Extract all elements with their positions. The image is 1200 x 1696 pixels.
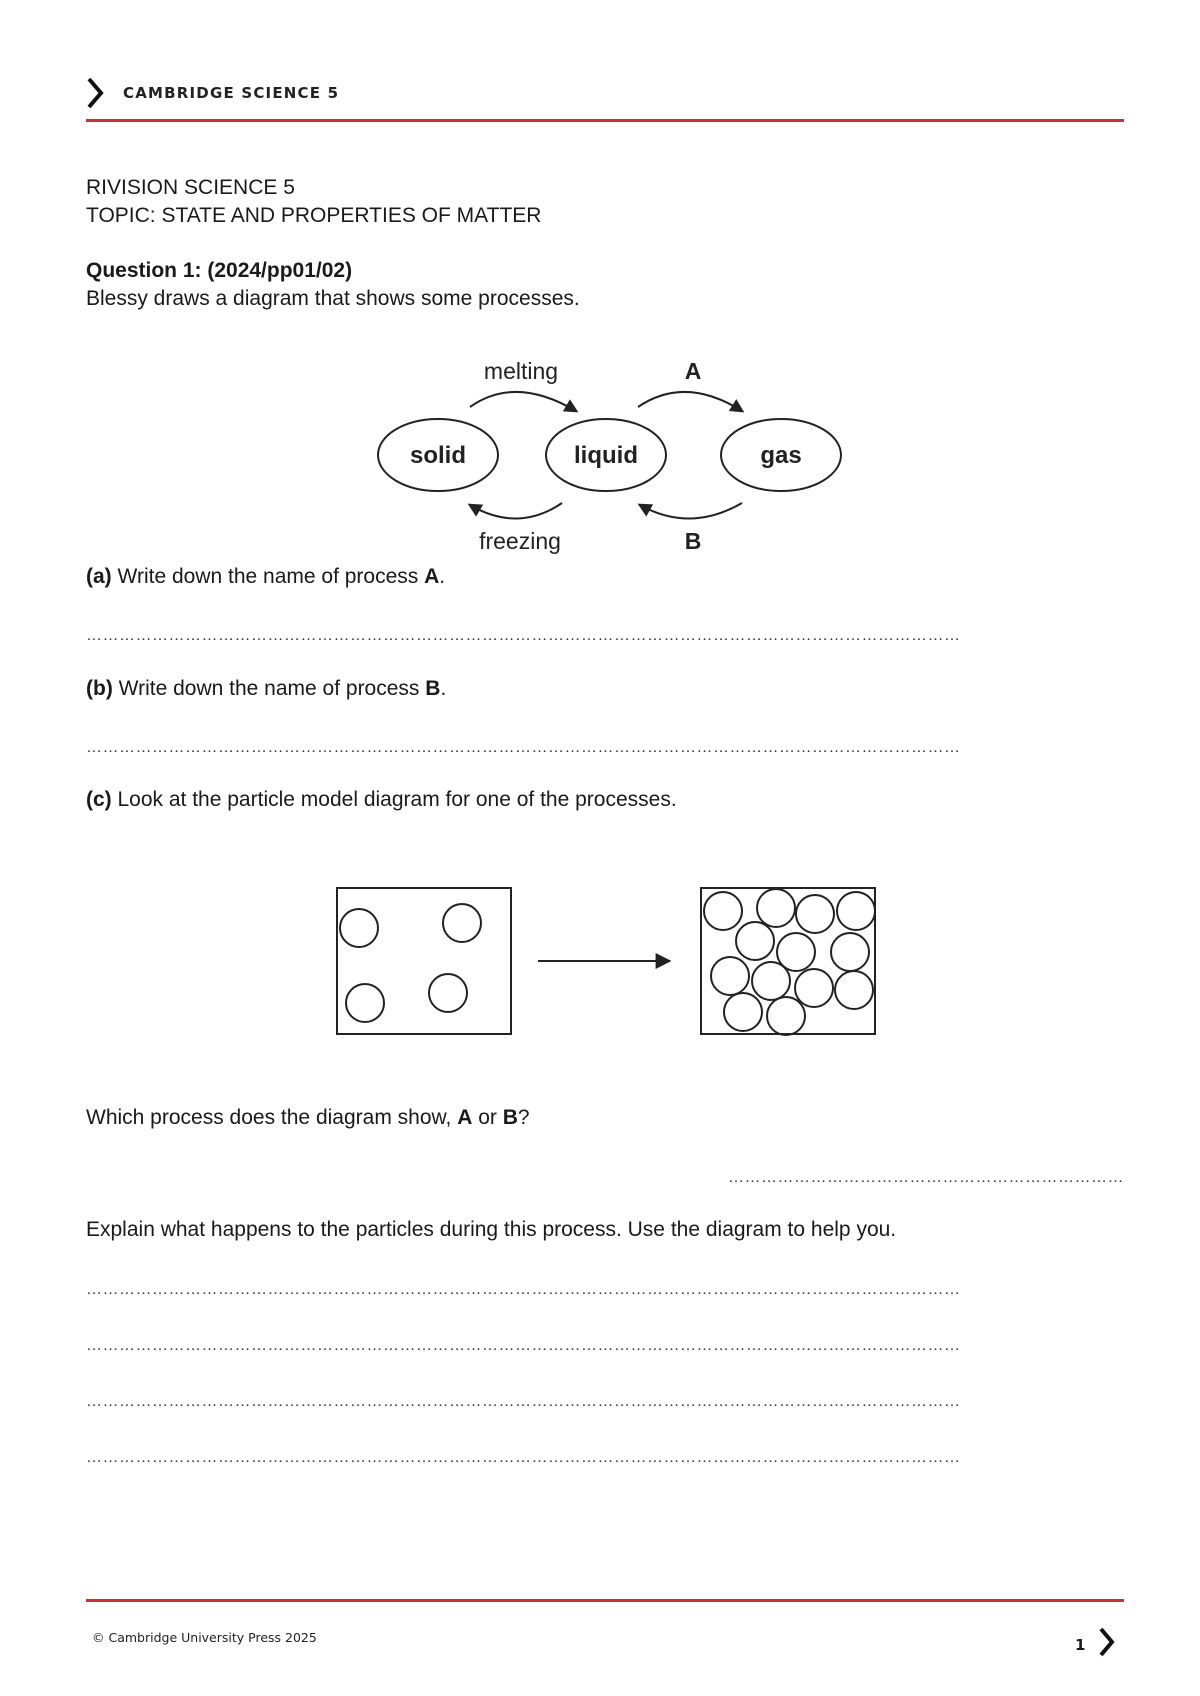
process-b-arrow bbox=[640, 503, 742, 519]
particle bbox=[752, 962, 790, 1000]
document-title: RIVISION SCIENCE 5 bbox=[86, 176, 295, 199]
liquid-particles-box bbox=[701, 888, 875, 1034]
particle bbox=[795, 969, 833, 1007]
particle bbox=[767, 997, 805, 1035]
label-a: A bbox=[684, 358, 702, 384]
answer-line-short[interactable]: ……………………………………………………………… bbox=[728, 1169, 1124, 1186]
answer-line[interactable]: …………………………………………………………………………………………………………………………………………… bbox=[86, 1281, 961, 1298]
state-label-solid: solid bbox=[409, 442, 467, 469]
chevron-right-icon bbox=[1096, 1626, 1116, 1658]
explain-prompt: Explain what happens to the particles during this process. Use the diagram to help you. bbox=[86, 1218, 897, 1241]
process-a-arrow bbox=[638, 392, 742, 411]
label-freezing: freezing bbox=[479, 528, 561, 554]
question-intro: Blessy draws a diagram that shows some processes. bbox=[86, 287, 580, 310]
particle bbox=[736, 922, 774, 960]
question-heading: Question 1: (2024/pp01/02) bbox=[86, 259, 353, 282]
particle bbox=[831, 933, 869, 971]
particle-model-diagram bbox=[334, 884, 880, 1038]
topic-title: TOPIC: STATE AND PROPERTIES OF MATTER bbox=[86, 204, 542, 227]
particle bbox=[724, 993, 762, 1031]
state-label-gas: gas bbox=[760, 442, 802, 469]
particle bbox=[340, 909, 378, 947]
answer-line[interactable]: …………………………………………………………………………………………………………………………………………… bbox=[86, 1337, 961, 1354]
states-of-matter-diagram bbox=[370, 355, 850, 560]
freezing-arrow bbox=[470, 503, 562, 519]
part-c-prompt: (c) Look at the particle model diagram for one of the processes. bbox=[86, 788, 677, 811]
part-a-prompt: (a) Write down the name of process A. bbox=[86, 565, 446, 588]
label-b: B bbox=[684, 528, 702, 554]
copyright-text: © Cambridge University Press 2025 bbox=[92, 1630, 317, 1645]
particle bbox=[837, 892, 875, 930]
particle bbox=[711, 957, 749, 995]
particle bbox=[429, 974, 467, 1012]
particle bbox=[346, 984, 384, 1022]
which-process-prompt: Which process does the diagram show, A or B? bbox=[86, 1106, 530, 1129]
answer-line[interactable]: …………………………………………………………………………………………………………………………………………… bbox=[86, 1393, 961, 1410]
answer-line[interactable]: …………………………………………………………………………………………………………………………………………… bbox=[86, 739, 961, 756]
state-label-liquid: liquid bbox=[574, 442, 638, 469]
header-rule bbox=[86, 119, 1124, 122]
chevron-right-icon bbox=[84, 76, 106, 110]
particle bbox=[835, 971, 873, 1009]
label-melting: melting bbox=[483, 358, 559, 384]
header-title: CAMBRIDGE SCIENCE 5 bbox=[123, 84, 340, 102]
answer-line[interactable]: …………………………………………………………………………………………………………………………………………… bbox=[86, 627, 961, 644]
particle bbox=[704, 892, 742, 930]
particle bbox=[757, 889, 795, 927]
particle bbox=[796, 895, 834, 933]
particle bbox=[443, 904, 481, 942]
answer-line[interactable]: …………………………………………………………………………………………………………………………………………… bbox=[86, 1449, 961, 1466]
page-number: 1 bbox=[1075, 1636, 1086, 1654]
melting-arrow bbox=[470, 392, 576, 411]
footer-rule bbox=[86, 1599, 1124, 1602]
part-b-prompt: (b) Write down the name of process B. bbox=[86, 677, 447, 700]
